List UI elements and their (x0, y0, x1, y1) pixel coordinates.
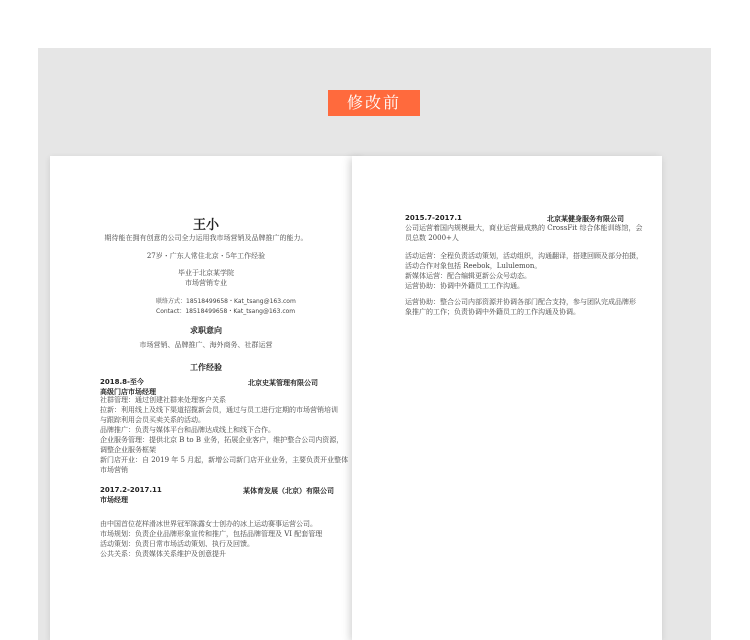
job3-date: 2015.7-2017.1 (405, 214, 462, 222)
job3-extra: 运营协助：整合公司内部资源并协调各部门配合支持，参与团队完成品牌形 (405, 298, 636, 306)
job3-item: 活动运营：全程负责活动策划，活动组织，沟通翻译，搭建回顾及部分拍摄， (405, 252, 643, 260)
resume-name: 王小 (192, 218, 219, 233)
job1-line: 新门店开业：自 2019 年 5 月起，新增公司新门店开业业务，主要负责开业整体 (100, 456, 349, 464)
resume-contact-en: Contact：18518499658・Kat_tsang@163.com (156, 308, 296, 315)
job3-item: 运营协助：协调中外籍员工工作沟通。 (405, 282, 524, 290)
job1-line: 企业服务管理：提供北京 B to B 业务，拓展企业客户，维护整合公司内资源， (100, 436, 344, 444)
job2-date: 2017.2-2017.11 (100, 486, 162, 494)
job1-line: 品牌推广：负责与媒体平台和品牌达成线上和线下合作。 (100, 426, 275, 434)
before-badge: 修改前 (328, 90, 420, 116)
job2-title: 市场经理 (100, 495, 128, 504)
job1-company: 北京史某管理有限公司 (248, 378, 318, 387)
job1-line: 拉新：利用线上及线下渠道招揽新会员，通过与员工进行定期的市场营销培训 (100, 406, 338, 414)
job2-line: 公共关系：负责媒体关系维护及创意提升 (100, 550, 226, 558)
job2-line: 由中国首位花样滑冰世界冠军陈露女士创办的冰上运动赛事运营公司。 (100, 520, 317, 528)
resume-tagline: 期待能在拥有创意的公司全力运用我市场营销及品牌推广的能力。 (104, 234, 308, 242)
job1-line: 市场营销 (100, 466, 128, 474)
resume-education-major: 市场营销专业 (185, 279, 227, 287)
job2-line: 活动策划：负责日常市场活动策划、执行及回馈。 (100, 540, 254, 548)
job3-company: 北京某健身服务有限公司 (547, 214, 624, 223)
job1-date: 2018.8-至今 (100, 378, 144, 386)
intent-text: 市场营销、品牌推广、海外商务、社群运营 (139, 341, 273, 349)
resume-contact-cn: 联络方式：18518499658・Kat_tsang@163.com (156, 298, 296, 305)
resume-education-school: 毕业于北京某学院 (178, 269, 234, 277)
job2-company: 某体育发展（北京）有限公司 (243, 486, 334, 495)
job1-line: 社群管理：通过创建社群来处理客户关系 (100, 396, 226, 404)
resume-page-2 (352, 156, 662, 640)
job3-intro: 公司运营着国内规模最大，商业运营最成熟的 CrossFit 综合体能训练馆，会 (405, 224, 643, 232)
resume-page-1 (50, 156, 362, 640)
job1-line: 与跟踪利用会员买卖关系的活动。 (100, 416, 205, 424)
experience-heading: 工作经验 (190, 362, 222, 372)
job3-item: 活动合作对象包括 Reebok，Lululemon。 (405, 262, 542, 270)
job3-intro: 员总数 2000+人 (405, 234, 459, 242)
resume-basic-info: 27岁・广东人常住北京・5年工作经验 (146, 252, 266, 260)
job2-line: 市场规划：负责企业品牌形象宣传和推广，包括品牌管理及 VI 配套管理 (100, 530, 323, 538)
intent-heading: 求职意向 (190, 325, 222, 335)
job3-extra: 象推广的工作；负责协调中外籍员工的工作沟通及协调。 (405, 308, 580, 316)
job3-item: 新媒体运营：配合编辑更新公众号动态。 (405, 272, 531, 280)
job1-title: 高级门店市场经理 (100, 387, 156, 396)
job1-line: 调整企业服务框架 (100, 446, 156, 454)
